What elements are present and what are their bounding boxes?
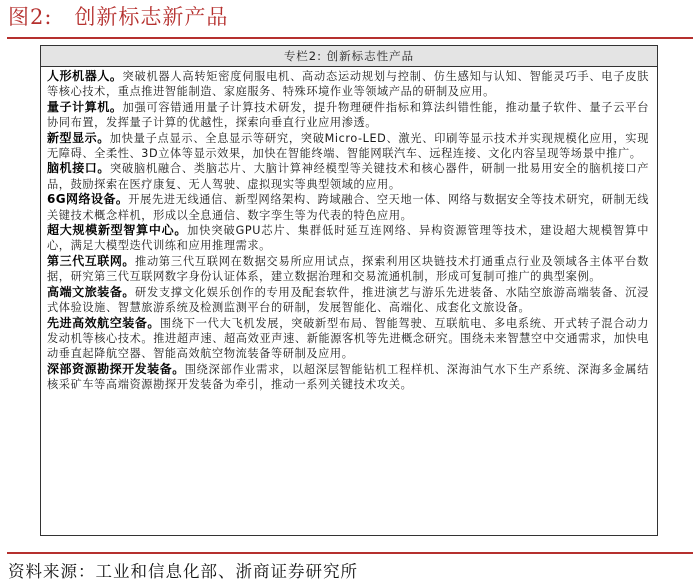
item-text: 围绕深部作业需求，以超深层智能钻机工程样机、深海油气水下生产系统、深海多金属结核采矿车等高端资源勘探开发装备为牵引，推动一系列关键技术攻关。 [47,362,650,392]
source-note: 资料来源：工业和信息化部、浙商证券研究所 [8,562,358,581]
item-third-gen-internet [47,254,649,285]
item-heading: 量子计算机。 [47,99,123,114]
item-text: 突破机器人高转矩密度伺服电机、高动态运动规划与控制、仿生感知与认知、智能灵巧手、电子皮肤等核心技术，重点推进智能制造、家庭服务、特殊环境作业等领域产品的研制及应用。 [47,70,649,99]
figure-title [8,2,228,32]
column-box [40,45,658,536]
item-heading: 脑机接口。 [47,161,110,176]
item-deep-resource-equipment [47,362,649,393]
column-box-body [41,67,657,393]
item-heading: 人形机器人。 [47,69,123,83]
item-heading: 高端文旅装备。 [47,284,135,299]
item-6g-network [47,192,649,223]
item-heading: 新型显示。 [47,130,110,145]
item-text: 围绕下一代大飞机发展，突破新型布局、智能驾驶、互联航电、多电系统、开式转子混合动力发动机等核心技术。推进超声速、超高效亚声速、新能源客机等先进概念研究。围绕未来智慧空中交通需求，加快电动垂直起降航空器、智能高效航空物流装备等研制及应用。 [47,316,649,361]
item-new-display [47,131,649,162]
item-text: 加强可容错通用量子计算技术研发，提升物理硬件指标和算法纠错性能，推动量子软件、量子云平台协同布置，发挥量子计算的优越性，探索向垂直行业应用渗透。 [47,100,649,130]
item-intelligent-computing-center [47,223,649,254]
item-heading: 6G网络设备。 [47,192,129,207]
item-heading: 深部资源勘探开发装备。 [47,361,185,376]
column-box-header: 专栏2: 创新标志性产品 [41,46,657,67]
item-heading: 先进高效航空装备。 [47,315,160,330]
item-quantum-computer [47,100,649,131]
item-aviation-equipment [47,316,649,362]
item-culture-tourism-equipment [47,285,649,316]
item-heading: 第三代互联网。 [47,253,135,268]
item-humanoid-robot [47,69,649,100]
item-text: 研发支撑文化娱乐创作的专用及配套软件，推进演艺与游乐先进装备、水陆空旅游高端装备、沉浸式体验设施、智慧旅游系统及检测监测平台的研制，发展智能化、高端化、成套化文旅设备。 [47,285,649,315]
source-divider [7,552,693,554]
title-divider [7,37,693,39]
item-text: 加快突破GPU芯片、集群低时延互连网络、异构资源管理等技术，建设超大规模智算中心，满足大模型迭代训练和应用推理需求。 [47,224,649,253]
item-brain-computer-interface [47,161,649,192]
figure-number: 图2: [8,5,53,29]
figure-title-text: 创新标志新产品 [74,5,229,29]
item-text: 开展先进无线通信、新型网络架构、跨域融合、空天地一体、网络与数据安全等技术研究，研制无线关键技术概念样机，形成以全息通信、数字孪生等为代表的特色应用。 [47,193,650,222]
item-text: 推动第三代互联网在数据交易所应用试点，探索利用区块链技术打通重点行业及领域各主体平台数据，研究第三代互联网数字身份认证体系，建立数据治理和交易流通机制，形成可复制可推广的典型案例。 [47,254,649,284]
item-text: 突破脑机融合、类脑芯片、大脑计算神经模型等关键技术和核心器件，研制一批易用安全的脑机接口产品，鼓励探索在医疗康复、无人驾驶、虚拟现实等典型领域的应用。 [47,162,649,191]
item-heading: 超大规模新型智算中心。 [47,223,188,238]
item-text: 加快量子点显示、全息显示等研究，突破Micro-LED、激光、印刷等显示技术并实现规模化应用，实现无障碍、全柔性、3D立体等显示效果，加快在智能终端、智能网联汽车、远程连接、文化内容呈现等场景中推广。 [47,131,649,161]
